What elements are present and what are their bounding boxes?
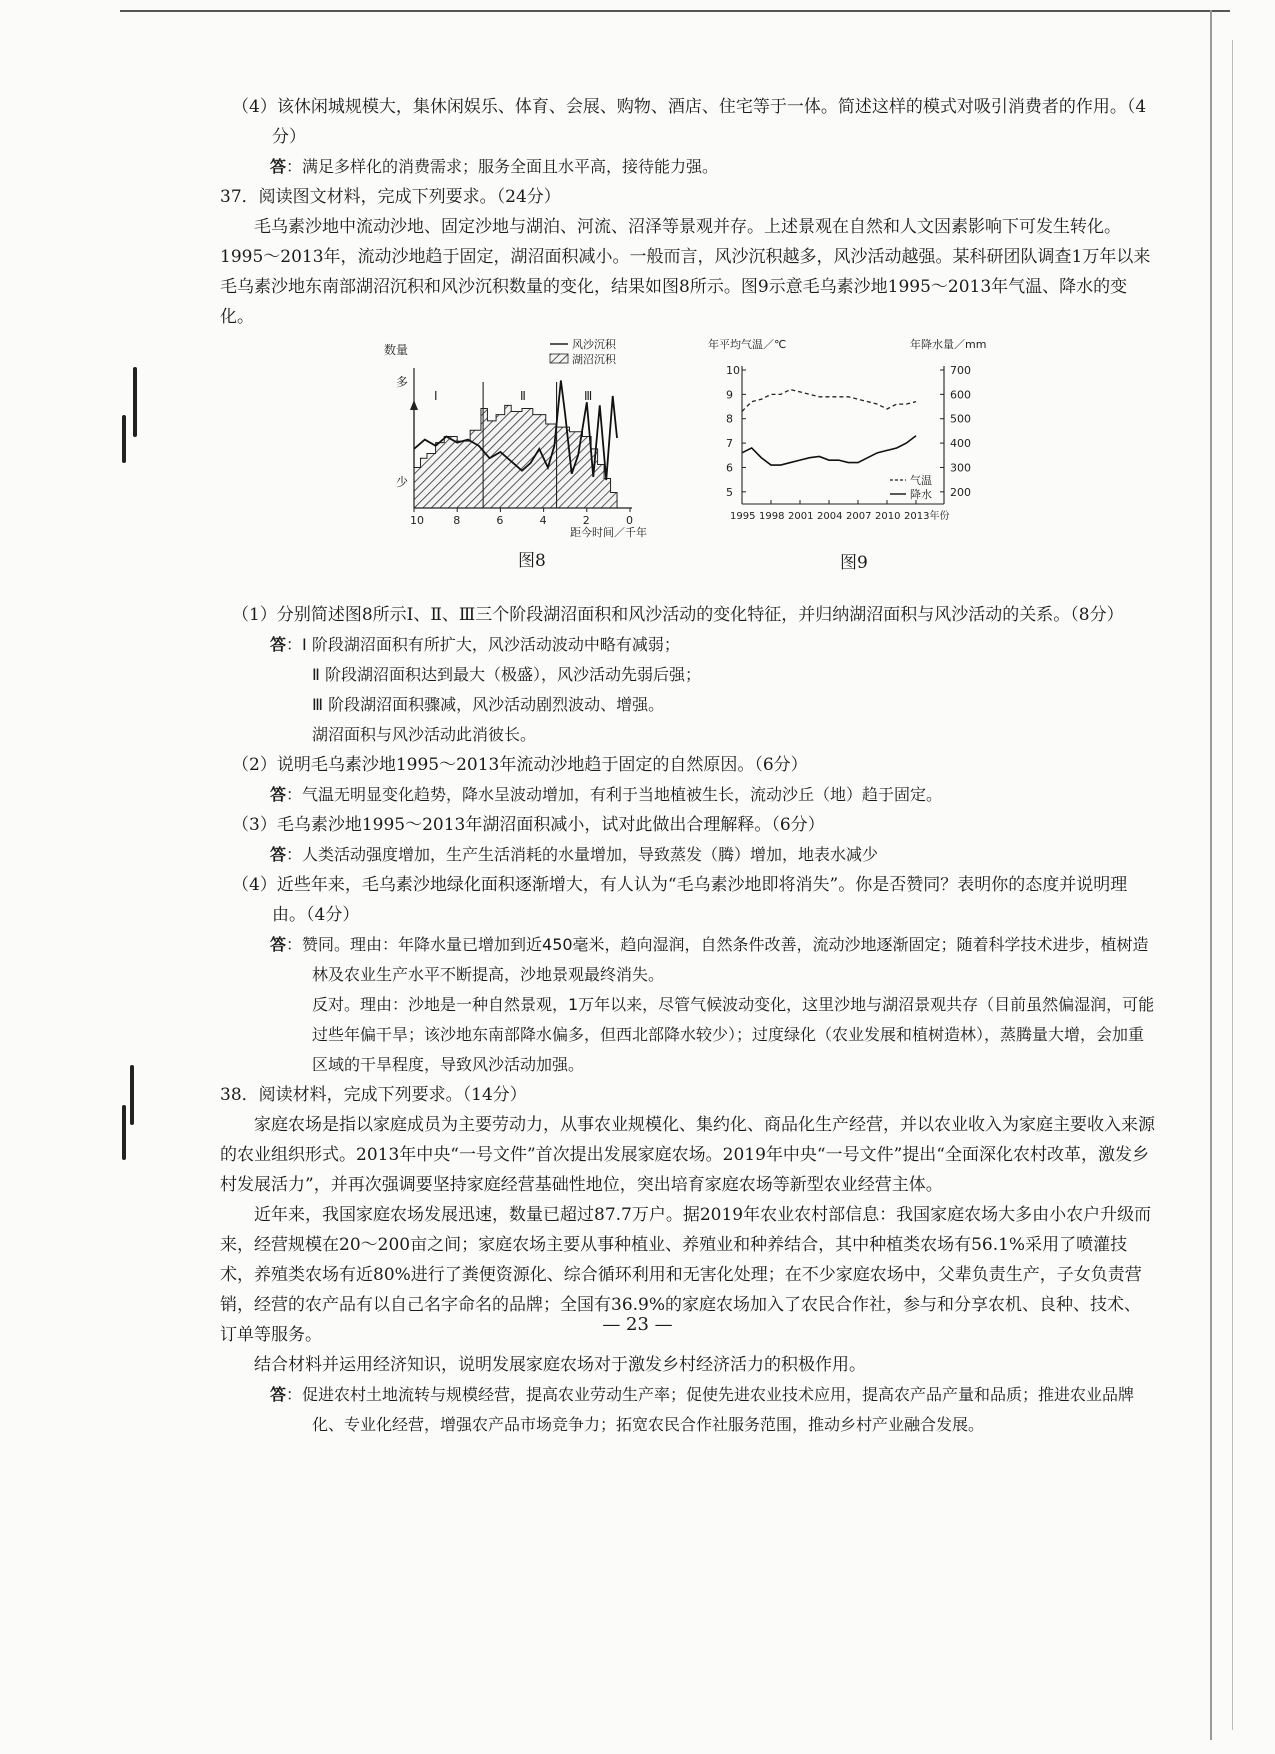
figure-9-chart (706, 336, 1006, 536)
exam-page (220, 92, 1155, 1440)
fig8-lake-area (414, 405, 617, 508)
q37-4-question: （4）近些年来，毛乌素沙地绿化面积逐渐增大，有人认为“毛乌素沙地即将消失”。你是否赞同？表明你的态度并说明理由。（4分） (232, 875, 1128, 925)
q38-paragraph-2: 近年来，我国家庭农场发展迅速，数量已超过87.7万户。据2019年农业农村部信息：我国家庭农场大多由小农户升级而来，经营规模在20～200亩之间；家庭农场主要从事种植业、养殖业和种养结合，其中种植类农场有56.1%采用了喷灌技术，养殖类农场有近80%进行了粪便资源化、综合循环利用和无害化处理；在不少家庭农场中，父辈负责生产，子女负责营销，经营的农产品有以自己名字命名的品牌；全国有36.9%的家庭农场加入了农民合作社，参与和分享农机、良种、技术、订单等服务。 (220, 1205, 1152, 1345)
fig8-arrow-head (410, 400, 418, 410)
fig8-stage-2: Ⅱ (520, 389, 526, 403)
fig9-plot-area (742, 389, 916, 465)
q38-heading: 38．阅读材料，完成下列要求。（14分） (220, 1085, 527, 1105)
fig9-right-tick-label: 300 (950, 461, 971, 475)
q37-4-answer-disagree: 反对。理由：沙地是一种自然景观，1万年以来，尽管气候波动变化，这里沙地与湖沼景观共存（目前虽然偏湿润，可能过些年偏干旱；该沙地东南部降水偏多，但西北部降水较少）；过度绿化（农业发展和植树造林），蒸腾量大增，会加重区域的干旱程度，导致风沙活动加强。 (312, 995, 1155, 1074)
fig9-temperature-line (742, 389, 916, 411)
figure-9-caption: 图9 (840, 553, 868, 573)
fig9-left-tick-label: 5 (726, 485, 733, 499)
fig8-x-ticks (410, 508, 633, 527)
fig9-right-tick-label: 700 (950, 364, 971, 377)
fig9-ylabel-left: 年平均气温／℃ (708, 338, 787, 351)
binder-mark (122, 1105, 126, 1160)
answer-text: ：气温无明显变化趋势，降水呈波动增加，有利于当地植被生长，流动沙丘（地）趋于固定。 (286, 785, 943, 804)
binder-mark (133, 367, 137, 437)
q37-1-answer-line-1 (220, 630, 1155, 660)
fig9-legend-temp: 气温 (910, 474, 932, 487)
scan-border-right (1210, 10, 1212, 1740)
fig9-axis-ticks (726, 364, 971, 522)
fig8-legend-lake-swatch (550, 354, 568, 363)
answer-label: 答 (270, 935, 287, 954)
q37-figures (220, 336, 1155, 594)
fig9-left-tick-label: 8 (726, 412, 733, 426)
fig9-x-tick-label: 1995 (730, 511, 756, 522)
q37-3-answer (220, 840, 1155, 870)
fig8-xlabel: 距今时间／千年 (570, 526, 647, 539)
fig9-x-tick-label: 2007 (846, 511, 872, 522)
answer-text: ：赞同。理由：年降水量已增加到近450毫米，趋向湿润，自然条件改善，流动沙地逐渐固定；随着科学技术进步，植树造林及农业生产水平不断提高，沙地景观最终消失。 (286, 935, 1149, 984)
fig8-legend-wind: 风沙沉积 (572, 338, 616, 351)
fig8-x-tick-label: 2 (582, 514, 590, 527)
q36-4-answer (220, 152, 1155, 182)
answer-text: ：Ⅰ 阶段湖沼面积有所扩大，风沙活动波动中略有减弱； (286, 635, 680, 654)
fig9-right-tick-label: 500 (950, 412, 971, 426)
figure-8-caption: 图8 (518, 551, 546, 571)
fig9-x-tick-label: 2001 (788, 511, 814, 522)
fig8-x-tick-label: 4 (539, 514, 547, 527)
binder-mark (130, 1065, 134, 1125)
q38-answer (220, 1380, 1155, 1440)
fig9-legend-precip: 降水 (910, 488, 932, 501)
fig9-right-tick-label: 600 (950, 388, 971, 402)
scan-border-right-inner (1232, 40, 1233, 1730)
q37-1-question: （1）分别简述图8所示Ⅰ、Ⅱ、Ⅲ三个阶段湖沼面积和风沙活动的变化特征，并归纳湖沼面积与风沙活动的关系。（8分） (232, 605, 1124, 625)
page-number: — 23 — (602, 1314, 673, 1335)
fig8-stage-1: Ⅰ (434, 389, 438, 403)
figure-8-chart (380, 338, 680, 570)
answer-label: 答 (270, 635, 287, 654)
fig9-left-tick-label: 6 (726, 461, 733, 475)
fig9-x-tick-label: 2004 (817, 511, 843, 522)
fig8-ylabel: 数量 (384, 343, 409, 357)
fig9-left-tick-label: 7 (726, 437, 733, 451)
fig9-x-tick-label: 2010 (875, 511, 901, 522)
q38-prompt: 结合材料并运用经济知识，说明发展家庭农场对于激发乡村经济活力的积极作用。 (254, 1355, 866, 1375)
answer-text: ：人类活动强度增加，生产生活消耗的水量增加，导致蒸发（腾）增加，地表水减少 (286, 845, 879, 864)
scan-border-top (120, 10, 1230, 12)
q36-4-question: （4）该休闲城规模大，集休闲娱乐、体育、会展、购物、酒店、住宅等于一体。简述这样的模式对吸引消费者的作用。（4分） (232, 97, 1147, 147)
q37-material: 毛乌素沙地中流动沙地、固定沙地与湖泊、河流、沼泽等景观并存。上述景观在自然和人文因素影响下可发生转化。1995～2013年，流动沙地趋于固定，湖沼面积减小。一般而言，风沙沉积越多，风沙活动越强。某科研团队调查1万年以来毛乌素沙地东南部湖沼沉积和风沙沉积数量的变化，结果如图8所示。图9示意毛乌素沙地1995～2013年气温、降水的变化。 (220, 217, 1151, 327)
q37-1-answer-line-3: Ⅲ 阶段湖沼面积骤减，风沙活动剧烈波动、增强。 (312, 695, 665, 714)
answer-label: 答 (270, 1385, 287, 1404)
q37-heading: 37．阅读图文材料，完成下列要求。（24分） (220, 187, 561, 207)
fig8-legend-lake: 湖沼沉积 (572, 353, 616, 366)
binder-mark (122, 415, 126, 463)
answer-label: 答 (270, 785, 287, 804)
answer-label: 答 (270, 845, 287, 864)
q37-3-question: （3）毛乌素沙地1995～2013年湖沼面积减小，试对此做出合理解释。（6分） (232, 815, 825, 835)
fig8-stage-3: Ⅲ (584, 389, 593, 403)
fig9-left-tick-label: 9 (726, 388, 733, 402)
q37-4-answer-agree (220, 930, 1155, 990)
fig9-precipitation-line (742, 436, 916, 465)
q37-2-question: （2）说明毛乌素沙地1995～2013年流动沙地趋于固定的自然原因。（6分） (232, 755, 808, 775)
fig9-ylabel-right: 年降水量／mm (910, 338, 987, 351)
fig9-right-tick-label: 400 (950, 437, 971, 451)
fig8-more-label: 多 (396, 375, 409, 389)
answer-text: ：满足多样化的消费需求；服务全面且水平高，接待能力强。 (286, 157, 719, 176)
fig8-x-tick-label: 8 (453, 514, 461, 527)
q38-paragraph-1: 家庭农场是指以家庭成员为主要劳动力，从事农业规模化、集约化、商品化生产经营，并以农业收入为家庭主要收入来源的农业组织形式。2013年中央“一号文件”首次提出发展家庭农场。2019年中央“一号文件”提出“全面深化农村改革，激发乡村发展活力”，并再次强调要坚持家庭经营基础性地位，突出培育家庭农场等新型农业经营主体。 (220, 1115, 1155, 1195)
fig9-left-tick-label: 10 (726, 364, 740, 377)
fig8-x-tick-label: 0 (626, 514, 633, 527)
fig8-x-tick-label: 6 (496, 514, 504, 527)
q37-1-answer-line-4: 湖沼面积与风沙活动此消彼长。 (312, 725, 537, 744)
answer-text: ：促进农村土地流转与规模经营，提高农业劳动生产率；促使先进农业技术应用，提高农产品产量和品质；推进农业品牌化、专业化经营，增强农产品市场竞争力；拓宽农民合作社服务范围，推动乡村产业融合发展。 (286, 1385, 1135, 1434)
fig9-right-tick-label: 200 (950, 485, 971, 499)
fig9-x-tick-label: 2013年份 (904, 511, 950, 522)
q37-1-answer-line-2: Ⅱ 阶段湖沼面积达到最大（极盛），风沙活动先弱后强； (312, 665, 701, 684)
answer-label: 答 (270, 157, 287, 176)
fig9-x-tick-label: 1998 (759, 511, 785, 522)
fig8-x-tick-label: 10 (410, 514, 424, 527)
q37-2-answer (220, 780, 1155, 810)
fig8-less-label: 少 (396, 475, 409, 489)
